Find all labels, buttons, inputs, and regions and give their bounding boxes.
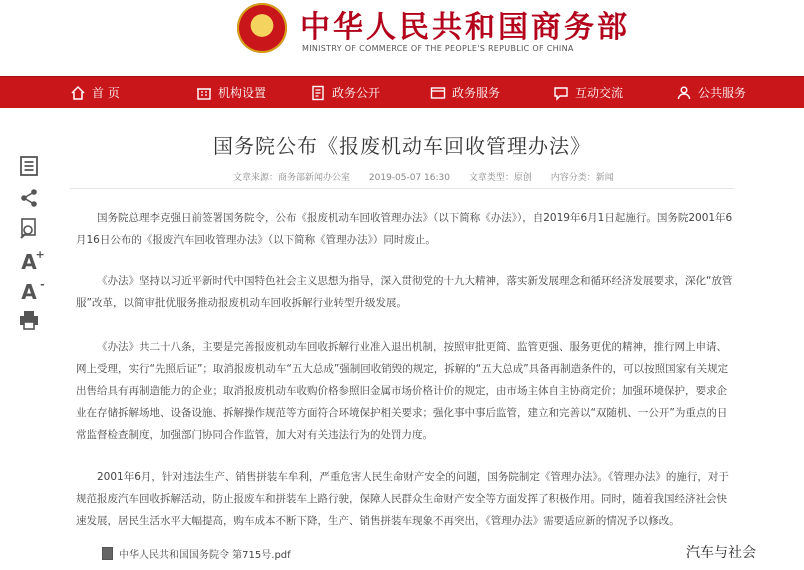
font-increase-icon: A +: [21, 248, 45, 274]
nav-item-gov-services[interactable]: [430, 77, 500, 108]
nav-item-label: 政务服务: [452, 86, 501, 100]
article-source: 文章来源：商务部新闻办公室: [233, 173, 351, 183]
attachment-link[interactable]: [102, 546, 291, 561]
share-button[interactable]: [15, 186, 43, 214]
nav-item-gov-affairs[interactable]: [310, 77, 380, 108]
font-increase-button[interactable]: [15, 248, 43, 276]
search-doc-button[interactable]: [15, 216, 43, 244]
nav-item-interaction[interactable]: [553, 77, 623, 108]
nav-item-label: 首 页: [92, 86, 120, 100]
nav-item-label: 机构设置: [218, 86, 267, 100]
nav-item-label: 互动交流: [575, 86, 624, 100]
people-icon: [676, 85, 692, 101]
document-icon: [310, 85, 326, 101]
site-title: 中华人民共和国商务部: [300, 10, 630, 45]
site-subtitle: MINISTRY OF COMMERCE OF THE PEOPLE'S REPUBLIC OF CHINA: [302, 44, 574, 53]
nav-item-organization[interactable]: [196, 77, 266, 108]
nav-item-label: 政务公开: [332, 86, 381, 100]
watermark: 汽车与社会: [686, 545, 756, 561]
chat-icon: [553, 85, 569, 101]
article-paragraph-2: 《办法》坚持以习近平新时代中国特色社会主义思想为指导，深入贯彻党的十九大精神，落实新发展理念和循环经济发展要求，深化“放管服”改革，以简审批优服务推动报废机动车回收拆解行业转型升级发展。: [76, 275, 733, 309]
article-meta: [233, 170, 630, 183]
nav-item-home[interactable]: [70, 77, 120, 108]
divider: [70, 188, 734, 189]
print-icon: [18, 309, 40, 335]
search-doc-icon: [18, 217, 40, 243]
font-decrease-icon: A -: [21, 278, 45, 304]
national-emblem-logo: [237, 3, 287, 53]
service-icon: [430, 85, 446, 101]
article-paragraph-1: 国务院总理李克强日前签署国务院令，公布《报废机动车回收管理办法》（以下简称《办法》），自2019年6月1日起施行。国务院2001年6月16日公布的《报废汽车回收管理办法》（以下简称《管理办法》）同时废止。: [76, 212, 733, 246]
print-button[interactable]: [15, 308, 43, 336]
article-type: 文章类型：原创: [468, 173, 532, 183]
article-title: 国务院公布《报废机动车回收管理办法》: [213, 134, 591, 158]
site-header: [0, 0, 804, 76]
article-paragraph-3: 《办法》共二十八条，主要是完善报废机动车回收拆解行业准入退出机制，按照审批更简、监管更强、服务更优的精神，推行网上申请、网上受理，实行“先照后证”；取消报废机动车“五大总成”强制回收销毁的规定，拆解的“五大总成”具备再制造条件的，可以按照国家有关规定出售给具有再制造能力的企业；取消报废机动车收购价格参照旧金属市场价格计价的规定，由市场主体自主协商定价；加强环境保护，要求企业在存储拆解场地、设备设施、拆解操作规范等方面符合环境保护相关要求；强化事中事后监管，建立和完善以“双随机、一公开”为重点的日常监督检查制度，加强部门协同合作监管，加大对有关违法行为的处罚力度。: [76, 341, 729, 441]
nav-item-label: 公共服务: [698, 86, 747, 100]
nav-item-public-services[interactable]: [676, 77, 746, 108]
building-icon: [196, 85, 212, 101]
article-paragraph-4: 2001年6月，针对违法生产、销售拼装车牟利，严重危害人民生命财产安全的问题，国务院制定《管理办法》。《管理办法》的施行，对于规范报废汽车回收拆解活动，防止报废车和拼装车上路行驶，保障人民群众生命财产安全等方面发挥了积极作用。同时，随着我国经济社会快速发展，居民生活水平大幅提高，购车成本不断下降，生产、销售拼装车现象不再突出，《管理办法》需要适应新的情况予以修改。: [76, 471, 729, 527]
article-date: 2019-05-07 16:30: [368, 173, 450, 183]
attachment-label: 中华人民共和国国务院令 第715号.pdf: [119, 550, 291, 561]
share-icon: [18, 187, 40, 213]
main-nav: [0, 76, 804, 108]
article-category: 内容分类：新闻: [550, 173, 614, 183]
file-icon: [102, 547, 113, 560]
home-icon: [70, 85, 86, 101]
font-decrease-button[interactable]: [15, 278, 43, 306]
